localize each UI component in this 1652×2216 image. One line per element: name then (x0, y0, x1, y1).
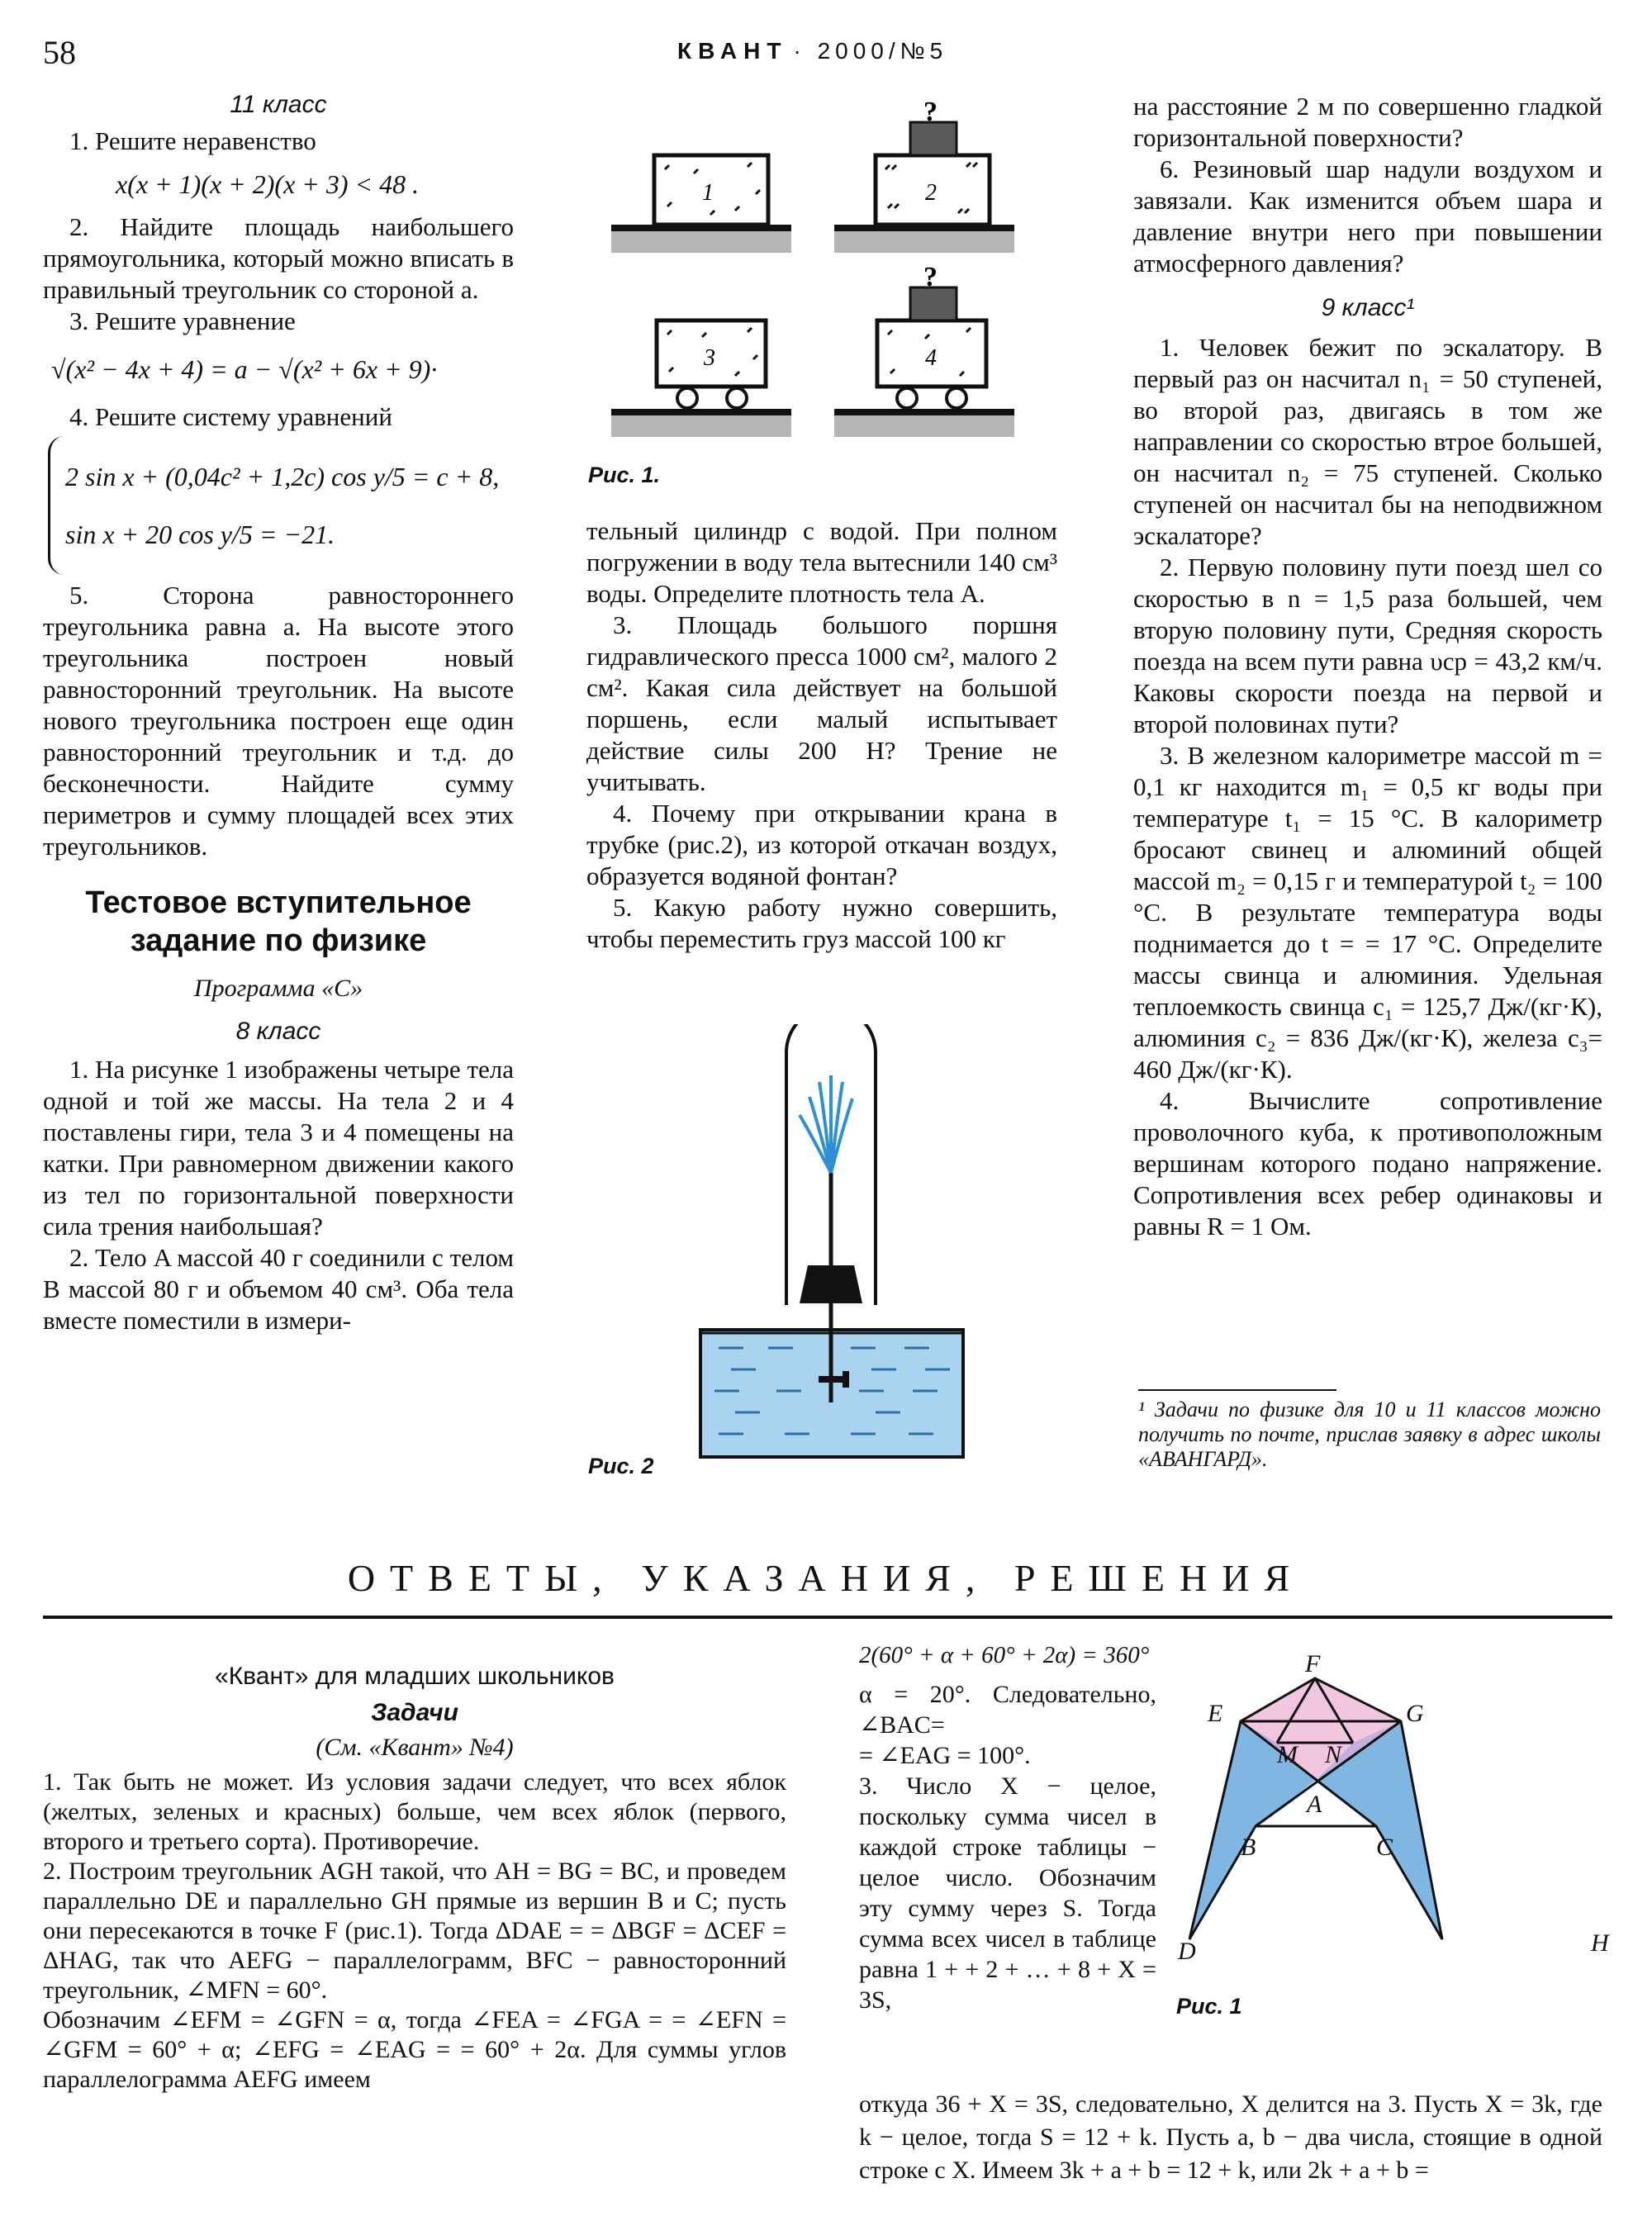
math-problem-1: 1. Решите неравенство (69, 126, 316, 155)
math-problem-2: 2. Найдите площадь наибольшего прямоугольника, который можно вписать в правильный треугольник со стороной a. (43, 212, 514, 304)
grade-11-title: 11 класс (230, 91, 327, 118)
formula-system-line-2: sin x + 20 cos y/5 = −21. (65, 520, 335, 549)
journal-header (677, 38, 947, 65)
answers-middle-column (859, 1640, 1156, 2015)
label-D: D (1178, 1938, 1196, 1965)
physics-problem-2: 2. Тело A массой 40 г соединили с телом B массой 80 г и объемом 40 см³. Оба тела вместе поместили в измери- (43, 1243, 514, 1335)
figure-2-caption: Рис. 2 (588, 1454, 654, 1478)
label-G: G (1406, 1700, 1424, 1727)
answers-rule (43, 1616, 1612, 1619)
label-H: H (1591, 1929, 1609, 1957)
middle-column-text (586, 515, 1057, 955)
page-number: 58 (43, 34, 76, 71)
formula-inequality: x(x + 1)(x + 2)(x + 3) < 48 . (116, 169, 420, 199)
answers-section-title: «Квант» для младших школьников (215, 1663, 615, 1690)
label-B: B (1241, 1834, 1256, 1861)
physics-problem-5-continued: на расстояние 2 м по совершенно гладкой горизонтальной поверхности? (1133, 92, 1602, 152)
physics-test-title-line-1: Тестовое вступительное (85, 885, 472, 920)
math-problem-3: 3. Решите уравнение (69, 306, 296, 335)
formula-system (48, 436, 514, 575)
answer-2: 2. Построим треугольник AGH такой, что AH = BG = BC, и проведем параллельно DE и параллельно GH прямые из вершин B и C; пусть они пересекаются в точке F (рис.1). Тогда ΔDAE = = ΔBGF = ΔCEF = ΔHAG, так что AEFG − параллелограмм, BFC − равносторонний треугольник, ∠MFN = 60°. (43, 1858, 786, 2004)
block-2-label: 2 (925, 180, 937, 206)
left-column (43, 89, 514, 1336)
label-E: E (1208, 1700, 1223, 1727)
grade-9-problem-2: 2. Первую половину пути поезд шел со скоростью в n = 1,5 раза большей, чем вторую половину пути, Средняя скорость поезда на всем пути равна υср = 43,2 км/ч. Каковы скорости поезда на первой и второй половинах пути? (1133, 553, 1602, 738)
journal-name: КВАНТ (677, 38, 788, 64)
figure-1-caption: Рис. 1. (588, 463, 661, 487)
label-N: N (1325, 1741, 1342, 1768)
weight-2-mark: ? (923, 97, 938, 127)
grade-9-problem-4: 4. Вычислите сопротивление проволочного куба, к противоположным вершинам которого подано напряжение. Сопротивления всех ребер одинаковы и равны R = 1 Ом. (1133, 1086, 1602, 1241)
block-3-label: 3 (704, 345, 715, 371)
answers-subsection-title: Задачи (371, 1699, 458, 1726)
footnote-rule (1138, 1389, 1336, 1391)
tap (843, 1371, 849, 1388)
program-label: Программа «С» (193, 975, 363, 1002)
answers-title: ОТВЕТЫ, УКАЗАНИЯ, РЕШЕНИЯ (347, 1557, 1305, 1599)
formula-equation: √(x² − 4x + 4) = a − √(x² + 6x + 9)· (51, 354, 438, 384)
block-4-label: 4 (925, 345, 937, 371)
physics-problem-1: 1. На рисунке 1 изображены четыре тела одной и той же массы. На тела 2 и 4 поставлены гири, тела 3 и 4 помещены на катки. При равномерном движении какого из тел по горизонтальной поверхности сила трения наибольшая? (43, 1055, 514, 1241)
eag-value: = ∠EAG = 100°. (859, 1742, 1031, 1769)
alpha-value: α = 20°. Следовательно, ∠BAC= (859, 1681, 1156, 1739)
grade-9-problem-1: 1. Человек бежит по эскалатору. В первый раз он насчитал n₁ = 50 ступеней, во второй раз, двигаясь в том же направлении со скоростью втрое большей, он насчитал n₂ = 75 ступеней. Сколько ступеней он насчитал бы на неподвижном эскалаторе? (1133, 333, 1602, 550)
fountain-jet (800, 1075, 852, 1173)
answers-figure-caption: Рис. 1 (1176, 1994, 1242, 2019)
physics-problem-6: 6. Резиновый шар надули воздухом и завязали. Как изменится объем шара и давление внутри него при повышении атмосферного давления? (1133, 154, 1602, 278)
block-2 (834, 97, 1014, 253)
angle-sum-equation: 2(60° + α + 60° + 2α) = 360° (859, 1642, 1150, 1668)
answers-left-column (43, 1662, 786, 2095)
answer-3-continued: откуда 36 + X = 3S, следовательно, X делится на 3. Пусть X = 3k, где k − целое, тогда S = 12 + k. Пусть a, b − два числа, стоящие в одной строке с X. Имеем 3k + a + b = 12 + k, или 2k + a + b = (859, 2090, 1602, 2184)
weight-4-mark: ? (923, 262, 938, 292)
right-column (1133, 91, 1602, 1242)
answers-reference: (См. «Квант» №4) (316, 1734, 514, 1761)
physics-problem-4: 4. Почему при открывании крана в трубке (рис.2), из которой откачан воздух, образуется водяной фонтан? (586, 799, 1057, 890)
label-A: A (1307, 1791, 1322, 1818)
grade-8-title: 8 класс (235, 1018, 321, 1045)
formula-system-line-1: 2 sin x + (0,04c² + 1,2c) cos y/5 = c + 8, (65, 462, 500, 491)
figure-1-blocks (578, 91, 1057, 479)
block-3 (611, 320, 791, 437)
answer-1: 1. Так быть не может. Из условия задачи следует, что всех яблок (желтых, зеленых и красных) больше, чем всех яблок (первого, второго и третьего сорта). Противоречие. (43, 1768, 786, 1855)
journal-issue: · 2000/№5 (793, 38, 948, 64)
math-problem-4: 4. Решите систему уравнений (69, 402, 392, 431)
answers-figure-1 (1173, 1649, 1619, 1979)
grade-9-problem-3: 3. В железном калориметре массой m = 0,1 кг находится m₁ = 0,5 кг воды при температуре t₁ = 15 °С. В калориметр бросают свинец и алюминий общей массой m₂ = 0,15 г и температурой t₂ = 100 °С. В результате температура воды поднимается до t = = 17 °С. Определите массы свинца и алюминия. Удельная теплоемкость свинца c₁ = 125,7 Дж/(кг·К), алюминия c₂ = 836 Дж/(кг·К), железа c₃= 460 Дж/(кг·К). (1133, 741, 1602, 1084)
math-problem-5: 5. Сторона равностороннего треугольника равна a. На высоте этого треугольника построен новый равносторонний треугольник. На высоте нового треугольника построен еще один равносторонний треугольник и т.д. до бесконечности. Найдите сумму периметров и сумму площадей всех этих треугольников. (43, 581, 514, 861)
physics-problem-2-continued: тельный цилиндр с водой. При полном погружении в воду тела вытеснили 140 см³ воды. Определите плотность тела A. (586, 516, 1057, 608)
figure-2-fountain (686, 1024, 983, 1470)
answer-3: 3. Число X − целое, поскольку сумма чисел в каждой строке таблицы − целое число. Обозначим эту сумму через S. Тогда сумма всех чисел в таблице равна 1 + + 2 + … + 8 + X = 3S, (859, 1772, 1156, 2014)
block-4 (834, 262, 1014, 437)
answer-2-continued: Обозначим ∠EFM = ∠GFN = α, тогда ∠FEA = ∠FGA = = ∠EFN = ∠GFM = 60° + α; ∠EFG = ∠EAG = = 60° + 2α. Для суммы углов параллелограмма AEFG имеем (43, 2006, 786, 2093)
block-1-label: 1 (702, 180, 714, 206)
footnote: ¹ Задачи по физике для 10 и 11 классов можно получить по почте, прислав заявку в адрес школы «АВАНГАРД». (1138, 1397, 1601, 1471)
physics-problem-3: 3. Площадь большого поршня гидравлического пресса 1000 см², малого 2 см². Какая сила действует на большой поршень, если малый испытывает действие силы 200 Н? Трение не учитывать. (586, 610, 1057, 796)
physics-problem-5: 5. Какую работу нужно совершить, чтобы переместить груз массой 100 кг (586, 893, 1057, 953)
label-F: F (1305, 1650, 1321, 1677)
label-M: M (1277, 1741, 1298, 1768)
grade-9-title: 9 класс¹ (1321, 294, 1415, 321)
physics-test-title-line-2: задание по физике (130, 923, 427, 958)
label-C: C (1376, 1834, 1393, 1861)
block-1 (611, 155, 791, 253)
